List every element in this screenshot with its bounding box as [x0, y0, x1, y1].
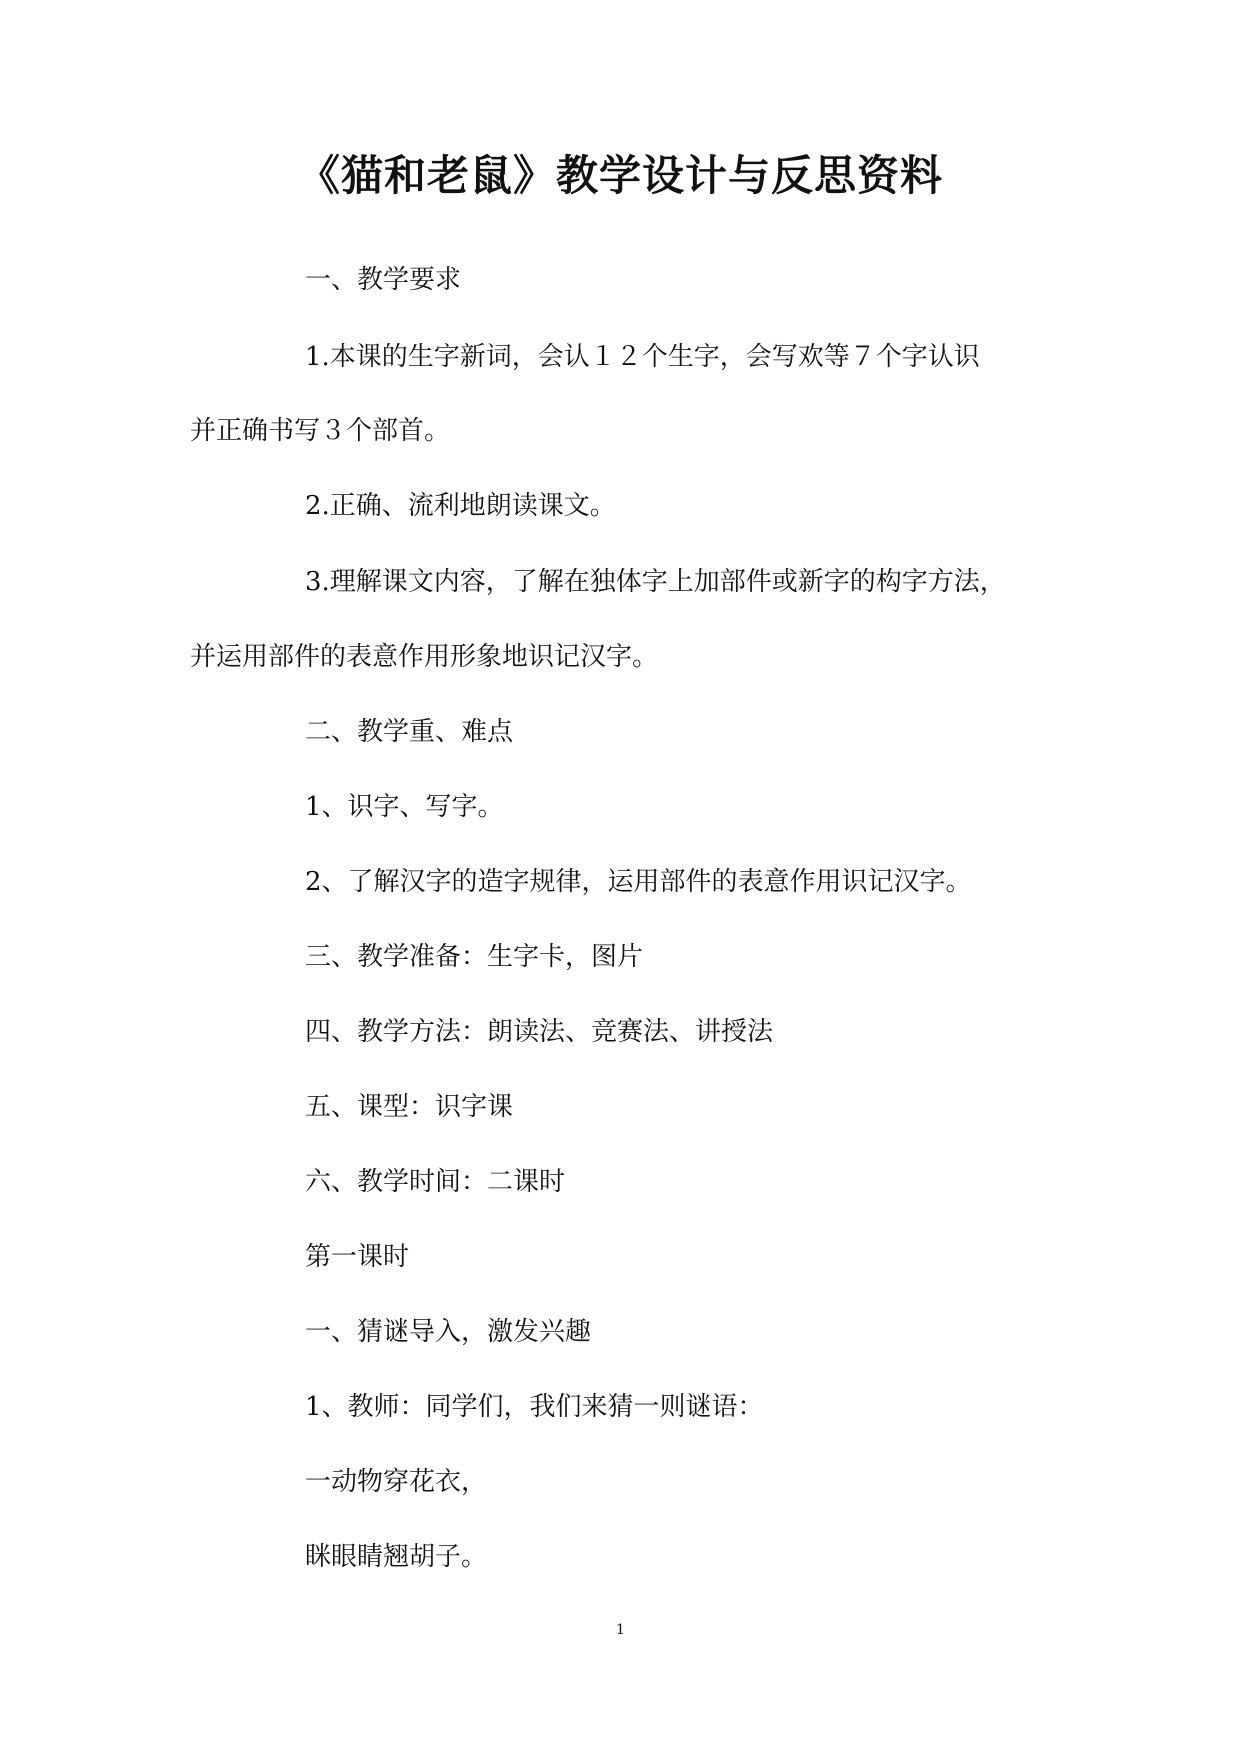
- document-title: 《猫和老鼠》教学设计与反思资料: [297, 151, 943, 200]
- page-number: 1: [616, 1622, 625, 1638]
- paragraph-line: 2.正确、流利地朗读课文。: [305, 491, 616, 521]
- section-heading-preparation: 三、教学准备：生字卡，图片: [305, 942, 644, 972]
- subheading-riddle-intro: 一、猜谜导入，激发兴趣: [305, 1317, 592, 1347]
- paragraph-line: 2、了解汉字的造字规律，运用部件的表意作用识记汉字。: [305, 867, 972, 897]
- section-heading-key-points: 二、教学重、难点: [305, 717, 514, 747]
- section-heading-methods: 四、教学方法：朗读法、竞赛法、讲授法: [305, 1017, 774, 1047]
- section-heading-requirements: 一、教学要求: [305, 265, 462, 295]
- riddle-line: 眯眼睛翘胡子。: [305, 1542, 488, 1572]
- paragraph-line: 并运用部件的表意作用形象地识记汉字。: [190, 642, 659, 672]
- paragraph-line: 1、教师：同学们，我们来猜一则谜语：: [305, 1392, 764, 1422]
- section-heading-time: 六、教学时间：二课时: [305, 1167, 566, 1197]
- subheading-first-lesson: 第一课时: [305, 1242, 410, 1272]
- paragraph-line: 3.理解课文内容，了解在独体字上加部件或新字的构字方法，: [305, 567, 1006, 597]
- paragraph-line: 1、识字、写字。: [305, 792, 504, 822]
- riddle-line: 一动物穿花衣，: [305, 1467, 488, 1497]
- section-heading-lesson-type: 五、课型：识字课: [305, 1092, 514, 1122]
- paragraph-line: 1.本课的生字新词，会认１２个生字，会写欢等７个字认识: [305, 342, 980, 372]
- paragraph-line: 并正确书写３个部首。: [190, 416, 451, 446]
